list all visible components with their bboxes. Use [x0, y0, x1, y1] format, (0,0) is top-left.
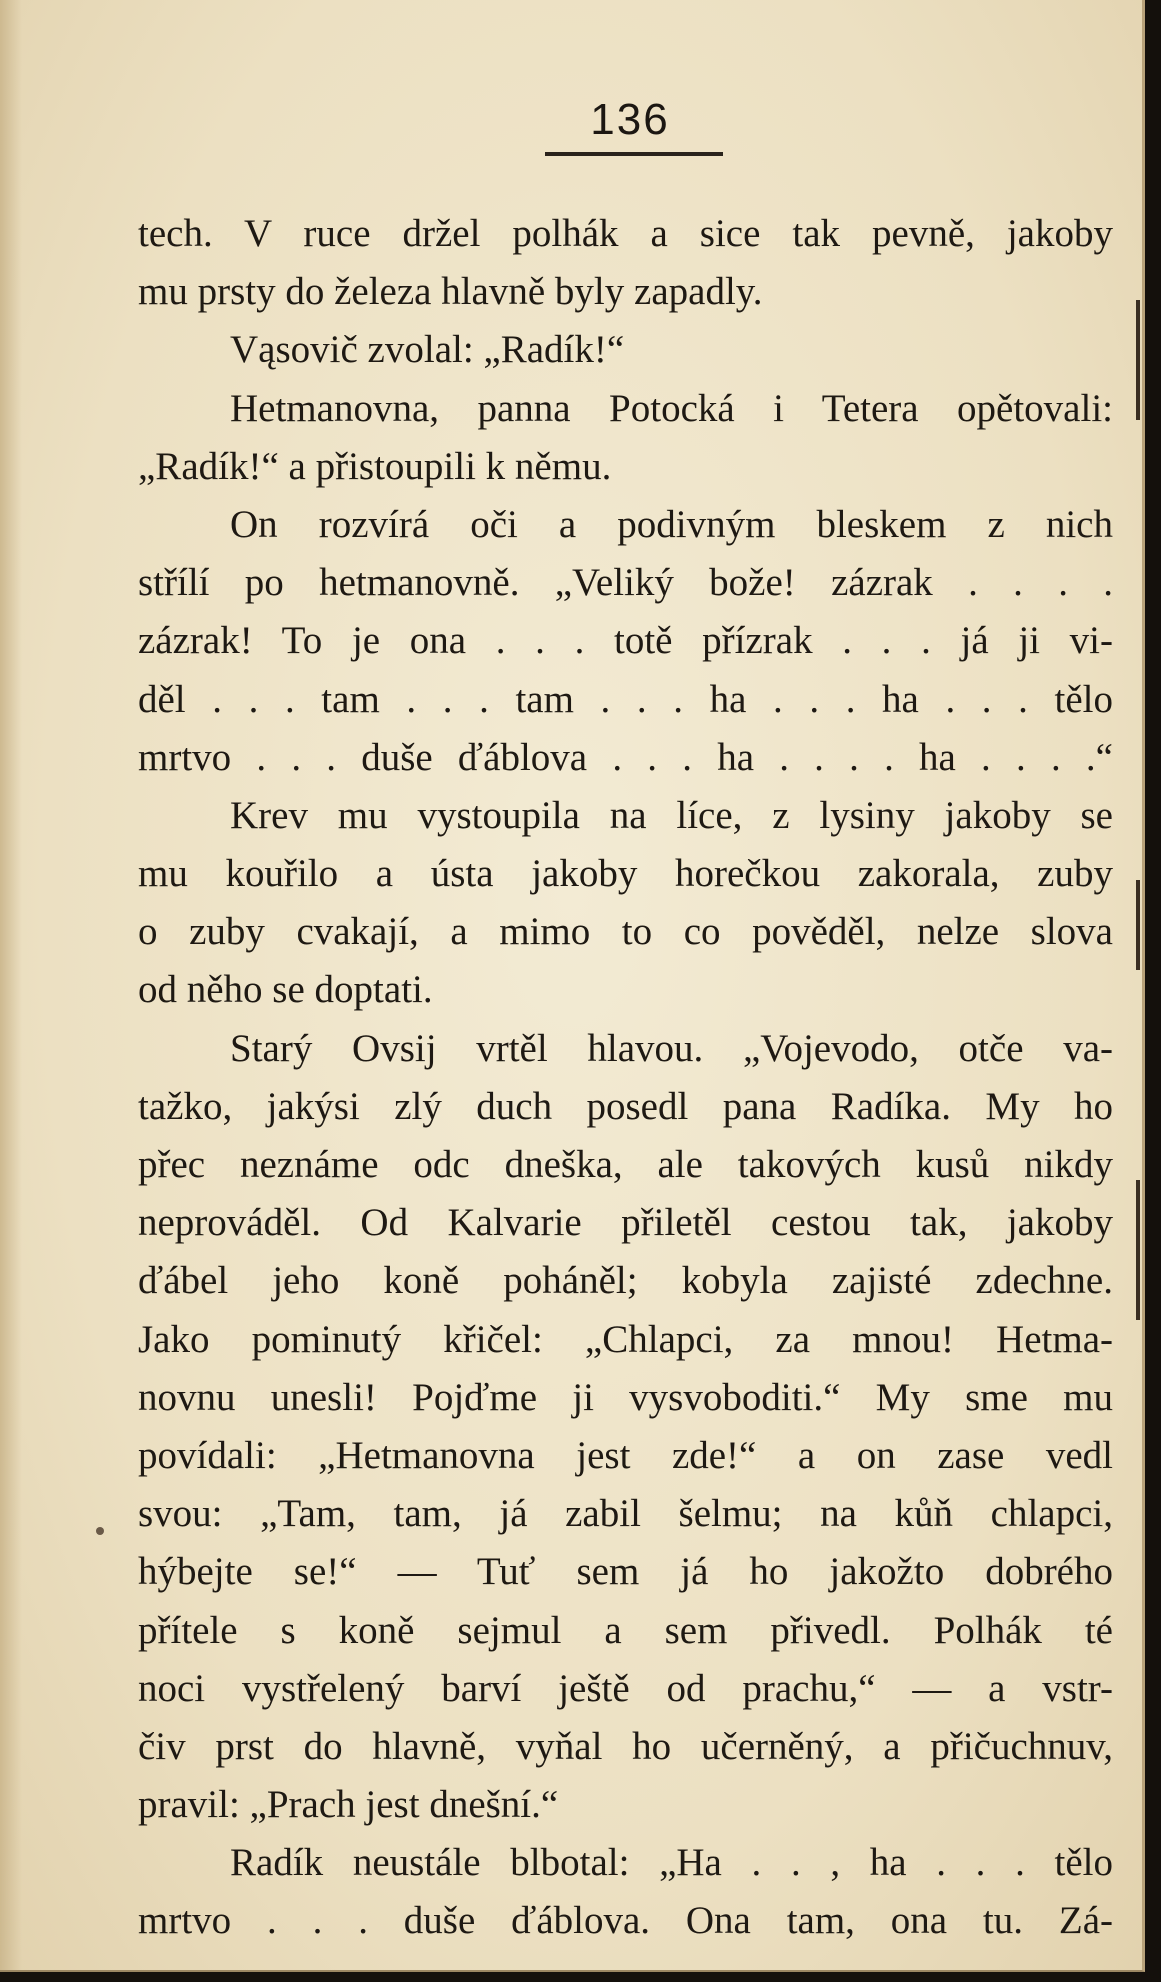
page-edge-mark — [1136, 300, 1140, 420]
text-line: hýbejte se!“ — Tuť sem já ho jakožto dobrého — [138, 1550, 1113, 1594]
text-line: Hetmanovna, panna Potocká i Tetera opětovali: — [230, 386, 1113, 430]
text-line: Krev mu vystoupila na líce, z lysiny jakoby se — [230, 793, 1113, 837]
text-line: mu prsty do železa hlavně byly zapadly. — [138, 270, 763, 314]
text-line: střílí po hetmanovně. „Veliký bože! zázrak . . . . — [138, 561, 1113, 605]
text-line: přec neznáme odc dneška, ale takových kusů nikdy — [138, 1143, 1113, 1186]
page-number: 136 — [590, 95, 670, 144]
page-gutter-shading — [0, 0, 22, 1970]
page-edge-mark — [1136, 880, 1140, 970]
text-line: ďábel jeho koně poháněl; kobyla zajisté zdechne. — [138, 1259, 1113, 1303]
header-rule — [545, 152, 723, 156]
text-line: tech. V ruce držel polhák a sice tak pevně, jakoby — [138, 212, 1113, 255]
text-line: přítele s koně sejmul a sem přivedl. Polhák té — [138, 1608, 1113, 1652]
text-line: Jako pominutý křičel: „Chlapci, za mnou! Hetma- — [138, 1317, 1113, 1361]
text-line: mrtvo . . . duše ďáblova. Ona tam, ona tu. Zá- — [138, 1899, 1113, 1943]
text-line: čiv prst do hlavně, vyňal ho učerněný, a přičuchnuv, — [138, 1724, 1113, 1768]
text-line: svou: „Tam, tam, já zabil šelmu; na kůň chlapci, — [138, 1492, 1113, 1536]
text-line: „Radík!“ a přistoupili k němu. — [138, 444, 612, 488]
text-line: Vąsovič zvolal: „Radík!“ — [230, 328, 625, 372]
text-line: pravil: „Prach jest dnešní.“ — [138, 1783, 559, 1827]
body-text — [138, 205, 1113, 1951]
text-line: neprováděl. Od Kalvarie přiletěl cestou tak, jakoby — [138, 1201, 1113, 1245]
text-line: zázrak! To je ona . . . totě přízrak . . . já ji vi- — [138, 619, 1113, 663]
text-line: noci vystřelený barví ještě od prachu,“ — a vstr- — [138, 1666, 1113, 1710]
text-line: Radík neustále blbotal: „Ha . . , ha . . . tělo — [230, 1841, 1113, 1885]
text-line: novnu unesli! Pojďme ji vysvoboditi.“ My sme mu — [138, 1375, 1113, 1419]
page-edge-mark — [1136, 1180, 1140, 1320]
margin-ink-dot — [96, 1527, 104, 1535]
text-line: o zuby cvakají, a mimo to co pověděl, nelze slova — [138, 910, 1113, 954]
text-line: děl . . . tam . . . tam . . . ha . . . ha . . . tělo — [138, 677, 1113, 721]
text-line: On rozvírá oči a podivným bleskem z nich — [230, 502, 1113, 546]
text-line: povídali: „Hetmanovna jest zde!“ a on zase vedl — [138, 1433, 1113, 1477]
text-line: tažko, jakýsi zlý duch posedl pana Radíka. My ho — [138, 1084, 1113, 1128]
text-line: mu kouřilo a ústa jakoby horečkou zakorala, zuby — [138, 852, 1113, 896]
text-line: Starý Ovsij vrtěl hlavou. „Vojevodo, otče va- — [230, 1026, 1113, 1070]
text-line: od něho se doptati. — [138, 968, 433, 1012]
text-line: mrtvo . . . duše ďáblova . . . ha . . . . ha . . . .“ — [138, 735, 1113, 779]
